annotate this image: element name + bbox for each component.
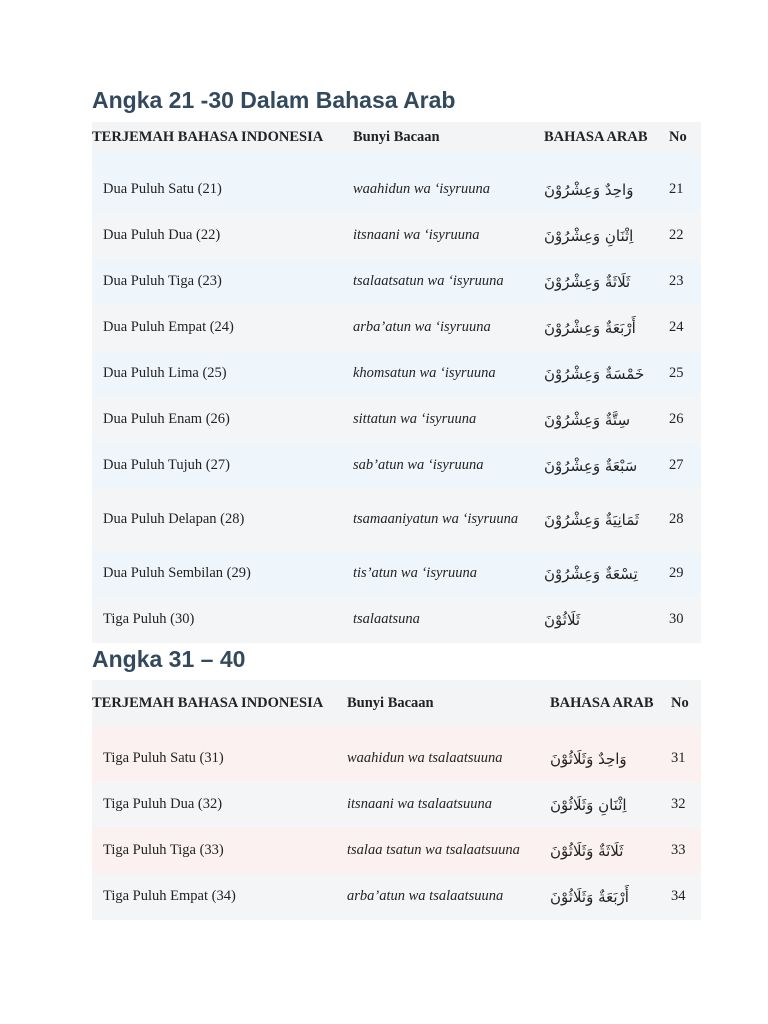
cell-arabic [544, 167, 669, 213]
cell-reading: waahidun wa ‘isyruuna [353, 167, 544, 213]
cell-reading: tsalaatsuna [353, 597, 544, 643]
arabic-text: خَمْسَةٌ وَعِشْرُوْنَ [544, 365, 645, 383]
cell-reading: itsnaani wa ‘isyruuna [353, 213, 544, 259]
table-row [92, 397, 701, 443]
table-row [92, 551, 701, 597]
cell-number: 30 [669, 597, 701, 643]
arabic-text: أَرْبَعَةٌ وَثَلَاثُوْنَ [550, 888, 629, 906]
arabic-text: وَاحِدٌ وَعِشْرُوْنَ [544, 181, 634, 199]
table-row [92, 305, 701, 351]
header-number: No [671, 680, 701, 726]
cell-arabic [550, 874, 671, 920]
cell-indonesian: Tiga Puluh Satu (31) [92, 736, 347, 782]
section-heading-31-40: Angka 31 – 40 [92, 646, 246, 672]
cell-reading: tsalaatsatun wa ‘isyruuna [353, 259, 544, 305]
table-row [92, 597, 701, 643]
cell-number: 33 [671, 828, 701, 874]
cell-indonesian: Dua Puluh Lima (25) [92, 351, 353, 397]
table-row [92, 489, 701, 551]
cell-indonesian: Tiga Puluh Dua (32) [92, 782, 347, 828]
cell-number: 34 [671, 874, 701, 920]
cell-reading: tsamaaniyatun wa ‘isyruuna [353, 489, 544, 551]
cell-reading: arba’atun wa tsalaatsuuna [347, 874, 550, 920]
table-row [92, 351, 701, 397]
arabic-text: اِثْنَانِ وَثَلَاثُوْنَ [550, 796, 627, 814]
cell-arabic [544, 397, 669, 443]
numbers-table-31-40 [92, 680, 701, 920]
arabic-text: اِثْنَانِ وَعِشْرُوْنَ [544, 227, 634, 245]
arabic-text: سِتَّةٌ وَعِشْرُوْنَ [544, 411, 631, 429]
table-header-row [92, 680, 701, 726]
numbers-table-21-30 [92, 122, 701, 643]
cell-indonesian: Tiga Puluh Tiga (33) [92, 828, 347, 874]
table-row [92, 443, 701, 489]
cell-number: 21 [669, 167, 701, 213]
cell-reading: arba’atun wa ‘isyruuna [353, 305, 544, 351]
cell-arabic [544, 443, 669, 489]
table-row [92, 213, 701, 259]
cell-number: 24 [669, 305, 701, 351]
cell-number: 27 [669, 443, 701, 489]
cell-indonesian: Dua Puluh Empat (24) [92, 305, 353, 351]
cell-reading: tsalaa tsatun wa tsalaatsuuna [347, 828, 550, 874]
cell-arabic [550, 736, 671, 782]
arabic-text: ثَلَاثَةٌ وَثَلَاثُوْنَ [550, 842, 624, 860]
cell-reading: sittatun wa ‘isyruuna [353, 397, 544, 443]
arabic-text: ثَلَاثُوْنَ [544, 611, 581, 629]
cell-number: 28 [669, 489, 701, 551]
arabic-text: ثَمَانِيَةٌ وَعِشْرُوْنَ [544, 511, 640, 529]
cell-reading: sab’atun wa ‘isyruuna [353, 443, 544, 489]
table-row [92, 259, 701, 305]
section-heading-21-30: Angka 21 -30 Dalam Bahasa Arab [92, 87, 456, 113]
cell-indonesian: Dua Puluh Sembilan (29) [92, 551, 353, 597]
arabic-text: تِسْعَةٌ وَعِشْرُوْنَ [544, 565, 638, 583]
cell-reading: waahidun wa tsalaatsuuna [347, 736, 550, 782]
cell-indonesian: Dua Puluh Dua (22) [92, 213, 353, 259]
header-number: No [669, 122, 701, 152]
cell-arabic [544, 213, 669, 259]
header-reading: Bunyi Bacaan [347, 680, 550, 726]
cell-indonesian: Dua Puluh Enam (26) [92, 397, 353, 443]
cell-number: 25 [669, 351, 701, 397]
cell-arabic [544, 597, 669, 643]
cell-arabic [544, 551, 669, 597]
table-row [92, 828, 701, 874]
header-reading: Bunyi Bacaan [353, 122, 544, 152]
cell-arabic [550, 828, 671, 874]
arabic-text: أَرْبَعَةٌ وَعِشْرُوْنَ [544, 319, 636, 337]
cell-indonesian: Dua Puluh Tiga (23) [92, 259, 353, 305]
header-indonesian: TERJEMAH BAHASA INDONESIA [92, 680, 347, 726]
table-row [92, 167, 701, 213]
cell-arabic [544, 489, 669, 551]
arabic-text: وَاحِدٌ وَثَلَاثُوْنَ [550, 750, 627, 768]
cell-number: 22 [669, 213, 701, 259]
header-arabic: BAHASA ARAB [550, 680, 671, 726]
cell-indonesian: Tiga Puluh (30) [92, 597, 353, 643]
table-row [92, 736, 701, 782]
table-row [92, 782, 701, 828]
cell-indonesian: Dua Puluh Tujuh (27) [92, 443, 353, 489]
cell-arabic [544, 259, 669, 305]
cell-arabic [544, 305, 669, 351]
cell-arabic [544, 351, 669, 397]
cell-arabic [550, 782, 671, 828]
cell-reading: tis’atun wa ‘isyruuna [353, 551, 544, 597]
cell-reading: khomsatun wa ‘isyruuna [353, 351, 544, 397]
cell-indonesian: Dua Puluh Delapan (28) [92, 489, 353, 551]
arabic-text: سَبْعَةٌ وَعِشْرُوْنَ [544, 457, 638, 475]
cell-number: 32 [671, 782, 701, 828]
arabic-text: ثَلَاثَةٌ وَعِشْرُوْنَ [544, 273, 631, 291]
cell-number: 29 [669, 551, 701, 597]
cell-number: 26 [669, 397, 701, 443]
cell-indonesian: Dua Puluh Satu (21) [92, 167, 353, 213]
header-arabic: BAHASA ARAB [544, 122, 669, 152]
table-header-row [92, 122, 701, 152]
cell-indonesian: Tiga Puluh Empat (34) [92, 874, 347, 920]
cell-number: 31 [671, 736, 701, 782]
table-row [92, 874, 701, 920]
header-indonesian: TERJEMAH BAHASA INDONESIA [92, 122, 353, 152]
cell-reading: itsnaani wa tsalaatsuuna [347, 782, 550, 828]
cell-number: 23 [669, 259, 701, 305]
